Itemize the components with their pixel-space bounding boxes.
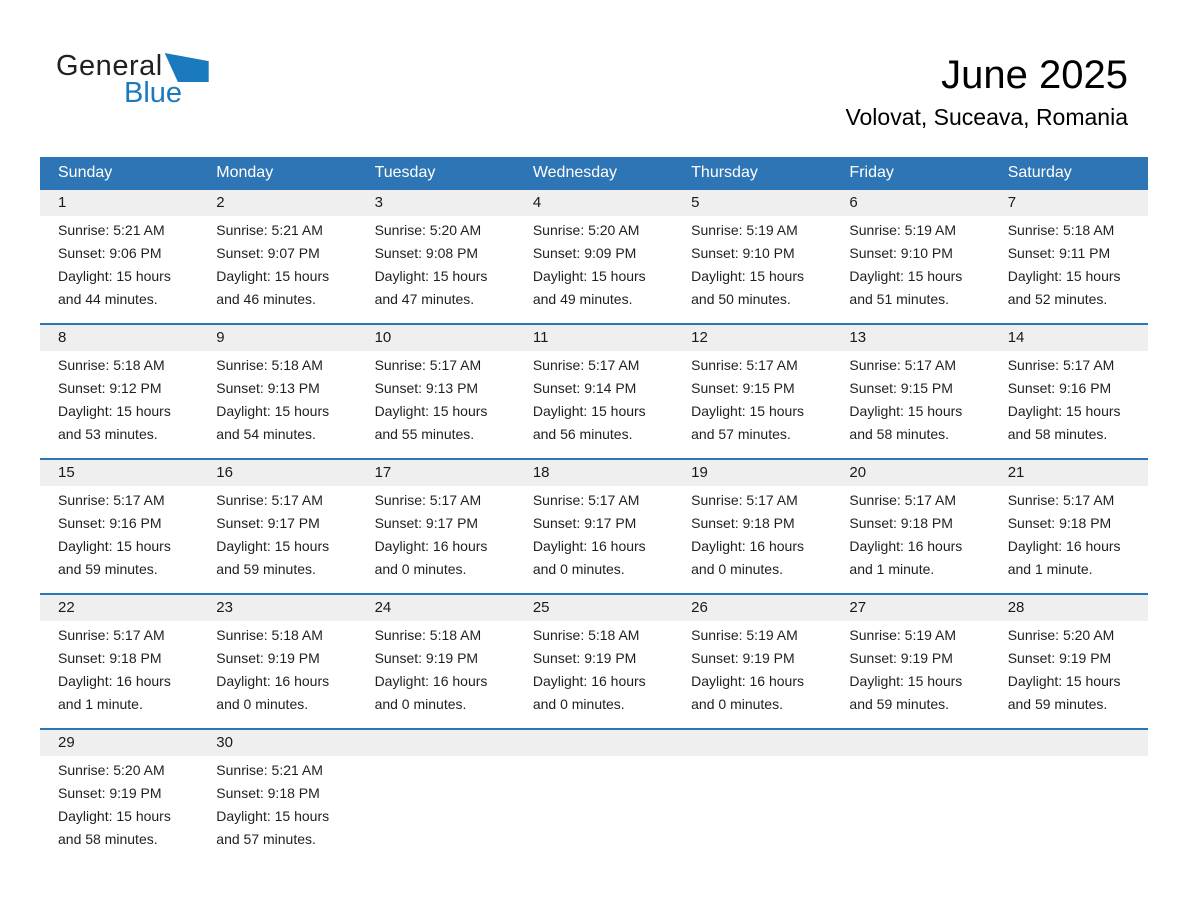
calendar-week-row bbox=[40, 458, 1148, 593]
day-number: 30 bbox=[198, 730, 356, 756]
day-details bbox=[40, 621, 198, 716]
day-number: 28 bbox=[990, 595, 1148, 621]
daylight-text: Daylight: 15 hours and 46 minutes. bbox=[216, 268, 330, 307]
sunrise-text: Sunrise: 5:17 AM bbox=[374, 492, 482, 508]
calendar-week-row bbox=[40, 188, 1148, 323]
sunrise-text: Sunrise: 5:19 AM bbox=[691, 222, 798, 238]
day-number: 18 bbox=[515, 460, 673, 486]
daylight-text: Daylight: 15 hours and 59 minutes. bbox=[58, 538, 171, 577]
daylight-text: Daylight: 15 hours and 58 minutes. bbox=[1007, 403, 1121, 442]
day-details bbox=[673, 486, 831, 581]
day-details bbox=[357, 351, 515, 446]
sunset-text: Sunset: 9:10 PM bbox=[849, 245, 953, 261]
day-details bbox=[198, 216, 356, 311]
day-number: 22 bbox=[40, 595, 198, 621]
day-details bbox=[990, 351, 1148, 446]
day-details bbox=[198, 621, 356, 716]
sunset-text: Sunset: 9:13 PM bbox=[216, 380, 320, 396]
calendar-day-cell bbox=[198, 190, 356, 323]
sunrise-text: Sunrise: 5:17 AM bbox=[532, 492, 640, 508]
day-details bbox=[198, 756, 356, 851]
calendar-day-cell bbox=[673, 190, 831, 323]
page-subtitle: Volovat, Suceava, Romania bbox=[845, 104, 1128, 130]
sunset-text: Sunset: 9:16 PM bbox=[58, 515, 162, 531]
day-details bbox=[673, 216, 831, 311]
daylight-text: Daylight: 15 hours and 58 minutes. bbox=[58, 808, 171, 847]
sunset-text: Sunset: 9:18 PM bbox=[58, 650, 162, 666]
day-details bbox=[673, 351, 831, 446]
calendar-empty-cell bbox=[831, 730, 989, 863]
day-details bbox=[40, 756, 198, 851]
calendar-week-row bbox=[40, 323, 1148, 458]
calendar-empty-cell bbox=[673, 730, 831, 863]
day-number: 2 bbox=[198, 190, 356, 216]
day-number: 6 bbox=[831, 190, 989, 216]
daylight-text: Daylight: 15 hours and 55 minutes. bbox=[374, 403, 488, 442]
day-details bbox=[357, 216, 515, 311]
sunset-text: Sunset: 9:15 PM bbox=[849, 380, 953, 396]
sunset-text: Sunset: 9:07 PM bbox=[216, 245, 320, 261]
calendar-day-cell bbox=[990, 595, 1148, 728]
daylight-text: Daylight: 16 hours and 0 minutes. bbox=[374, 538, 488, 577]
weekday-label-monday: Monday bbox=[216, 164, 274, 181]
day-number: 15 bbox=[40, 460, 198, 486]
calendar-day-cell bbox=[515, 595, 673, 728]
sunset-text: Sunset: 9:18 PM bbox=[216, 785, 320, 801]
logo-text-general: General bbox=[56, 50, 163, 82]
sunrise-text: Sunrise: 5:17 AM bbox=[1007, 492, 1115, 508]
calendar-day-cell bbox=[357, 595, 515, 728]
calendar-day-cell bbox=[673, 325, 831, 458]
sunrise-text: Sunrise: 5:18 AM bbox=[532, 627, 640, 643]
daylight-text: Daylight: 16 hours and 0 minutes. bbox=[532, 538, 646, 577]
calendar-day-cell bbox=[990, 460, 1148, 593]
sunset-text: Sunset: 9:19 PM bbox=[374, 650, 479, 666]
sunset-text: Sunset: 9:17 PM bbox=[216, 515, 320, 531]
sunset-text: Sunset: 9:08 PM bbox=[374, 245, 479, 261]
sunset-text: Sunset: 9:17 PM bbox=[374, 515, 479, 531]
daylight-text: Daylight: 15 hours and 47 minutes. bbox=[374, 268, 488, 307]
general-blue-logo bbox=[40, 52, 209, 108]
sunset-text: Sunset: 9:16 PM bbox=[1007, 380, 1112, 396]
daylight-text: Daylight: 16 hours and 1 minute. bbox=[58, 673, 171, 712]
daylight-text: Daylight: 15 hours and 59 minutes. bbox=[1007, 673, 1121, 712]
daylight-text: Daylight: 15 hours and 54 minutes. bbox=[216, 403, 330, 442]
calendar-empty-cell bbox=[990, 730, 1148, 863]
sunrise-text: Sunrise: 5:18 AM bbox=[1007, 222, 1115, 238]
calendar-day-cell bbox=[673, 460, 831, 593]
weekday-label-friday: Friday bbox=[849, 164, 894, 181]
daylight-text: Daylight: 15 hours and 56 minutes. bbox=[532, 403, 646, 442]
sunrise-text: Sunrise: 5:19 AM bbox=[691, 627, 798, 643]
sunrise-text: Sunrise: 5:20 AM bbox=[532, 222, 640, 238]
sunrise-text: Sunrise: 5:17 AM bbox=[691, 357, 798, 373]
calendar-day-cell bbox=[831, 325, 989, 458]
day-number: 1 bbox=[40, 190, 198, 216]
day-details bbox=[831, 621, 989, 716]
calendar-empty-cell bbox=[357, 730, 515, 863]
daylight-text: Daylight: 15 hours and 59 minutes. bbox=[216, 538, 330, 577]
calendar-day-cell bbox=[515, 460, 673, 593]
sunrise-text: Sunrise: 5:17 AM bbox=[58, 492, 165, 508]
daylight-text: Daylight: 16 hours and 1 minute. bbox=[1007, 538, 1121, 577]
title-block bbox=[845, 52, 1148, 131]
day-details bbox=[515, 621, 673, 716]
daylight-text: Daylight: 15 hours and 52 minutes. bbox=[1007, 268, 1121, 307]
sunset-text: Sunset: 9:19 PM bbox=[1007, 650, 1112, 666]
day-number bbox=[357, 730, 515, 756]
sunset-text: Sunset: 9:14 PM bbox=[532, 380, 637, 396]
day-details bbox=[990, 216, 1148, 311]
day-number: 3 bbox=[357, 190, 515, 216]
daylight-text: Daylight: 16 hours and 0 minutes. bbox=[532, 673, 646, 712]
daylight-text: Daylight: 15 hours and 51 minutes. bbox=[849, 268, 963, 307]
calendar-table bbox=[40, 157, 1148, 863]
calendar-day-cell bbox=[40, 595, 198, 728]
sunset-text: Sunset: 9:10 PM bbox=[691, 245, 795, 261]
sunrise-text: Sunrise: 5:17 AM bbox=[58, 627, 165, 643]
daylight-text: Daylight: 16 hours and 0 minutes. bbox=[691, 673, 804, 712]
calendar-day-cell bbox=[515, 190, 673, 323]
calendar-week-row bbox=[40, 593, 1148, 728]
sunrise-text: Sunrise: 5:17 AM bbox=[374, 357, 482, 373]
day-details bbox=[990, 486, 1148, 581]
calendar-week-row bbox=[40, 728, 1148, 863]
day-details bbox=[515, 351, 673, 446]
day-number: 19 bbox=[673, 460, 831, 486]
daylight-text: Daylight: 15 hours and 49 minutes. bbox=[532, 268, 646, 307]
calendar-weeks bbox=[40, 188, 1148, 863]
day-number: 27 bbox=[831, 595, 989, 621]
day-details bbox=[40, 351, 198, 446]
day-number: 24 bbox=[357, 595, 515, 621]
calendar-day-cell bbox=[40, 460, 198, 593]
sunrise-text: Sunrise: 5:20 AM bbox=[58, 762, 165, 778]
day-number bbox=[673, 730, 831, 756]
sunset-text: Sunset: 9:06 PM bbox=[58, 245, 162, 261]
daylight-text: Daylight: 15 hours and 59 minutes. bbox=[849, 673, 963, 712]
day-number: 11 bbox=[515, 325, 673, 351]
day-number: 8 bbox=[40, 325, 198, 351]
day-details bbox=[40, 486, 198, 581]
day-details bbox=[831, 216, 989, 311]
weekday-label-wednesday: Wednesday bbox=[532, 164, 618, 181]
sunrise-text: Sunrise: 5:19 AM bbox=[849, 222, 957, 238]
calendar-day-cell bbox=[357, 460, 515, 593]
page-title: June 2025 bbox=[941, 53, 1128, 97]
calendar-day-cell bbox=[40, 325, 198, 458]
sunrise-text: Sunrise: 5:21 AM bbox=[216, 222, 323, 238]
day-details bbox=[515, 486, 673, 581]
sunset-text: Sunset: 9:19 PM bbox=[691, 650, 795, 666]
sunset-text: Sunset: 9:18 PM bbox=[849, 515, 953, 531]
sunset-text: Sunset: 9:09 PM bbox=[532, 245, 637, 261]
calendar-day-cell bbox=[357, 190, 515, 323]
day-number bbox=[515, 730, 673, 756]
sunset-text: Sunset: 9:11 PM bbox=[1007, 245, 1111, 261]
calendar-day-cell bbox=[515, 325, 673, 458]
sunrise-text: Sunrise: 5:18 AM bbox=[216, 627, 323, 643]
day-number: 14 bbox=[990, 325, 1148, 351]
day-details bbox=[673, 621, 831, 716]
sunset-text: Sunset: 9:18 PM bbox=[1007, 515, 1112, 531]
sunrise-text: Sunrise: 5:17 AM bbox=[849, 357, 957, 373]
calendar-day-cell bbox=[673, 595, 831, 728]
calendar-day-cell bbox=[990, 325, 1148, 458]
sunrise-text: Sunrise: 5:19 AM bbox=[849, 627, 957, 643]
day-number: 16 bbox=[198, 460, 356, 486]
day-details bbox=[40, 216, 198, 311]
day-details bbox=[831, 486, 989, 581]
day-details bbox=[357, 486, 515, 581]
calendar-day-cell bbox=[990, 190, 1148, 323]
calendar-day-cell bbox=[831, 460, 989, 593]
calendar-day-cell bbox=[198, 595, 356, 728]
daylight-text: Daylight: 15 hours and 44 minutes. bbox=[58, 268, 171, 307]
page-header bbox=[0, 0, 1188, 157]
day-number: 12 bbox=[673, 325, 831, 351]
day-number: 21 bbox=[990, 460, 1148, 486]
sunrise-text: Sunrise: 5:21 AM bbox=[216, 762, 323, 778]
daylight-text: Daylight: 16 hours and 0 minutes. bbox=[216, 673, 330, 712]
sunrise-text: Sunrise: 5:18 AM bbox=[216, 357, 323, 373]
daylight-text: Daylight: 15 hours and 53 minutes. bbox=[58, 403, 171, 442]
sunrise-text: Sunrise: 5:21 AM bbox=[58, 222, 165, 238]
sunset-text: Sunset: 9:19 PM bbox=[532, 650, 637, 666]
sunrise-text: Sunrise: 5:18 AM bbox=[58, 357, 165, 373]
day-number: 13 bbox=[831, 325, 989, 351]
daylight-text: Daylight: 15 hours and 50 minutes. bbox=[691, 268, 804, 307]
sunrise-text: Sunrise: 5:18 AM bbox=[374, 627, 482, 643]
sunset-text: Sunset: 9:19 PM bbox=[849, 650, 953, 666]
weekday-label-tuesday: Tuesday bbox=[374, 164, 436, 181]
day-details bbox=[831, 351, 989, 446]
day-number bbox=[990, 730, 1148, 756]
calendar-empty-cell bbox=[515, 730, 673, 863]
day-number: 25 bbox=[515, 595, 673, 621]
sunset-text: Sunset: 9:17 PM bbox=[532, 515, 637, 531]
day-details bbox=[990, 621, 1148, 716]
sunset-text: Sunset: 9:13 PM bbox=[374, 380, 479, 396]
day-number: 26 bbox=[673, 595, 831, 621]
daylight-text: Daylight: 15 hours and 58 minutes. bbox=[849, 403, 963, 442]
calendar-day-cell bbox=[40, 730, 198, 863]
day-number: 29 bbox=[40, 730, 198, 756]
weekday-label-thursday: Thursday bbox=[691, 164, 758, 181]
day-number: 5 bbox=[673, 190, 831, 216]
daylight-text: Daylight: 16 hours and 0 minutes. bbox=[691, 538, 804, 577]
weekday-label-sunday: Sunday bbox=[58, 164, 113, 181]
day-number: 10 bbox=[357, 325, 515, 351]
sunrise-text: Sunrise: 5:20 AM bbox=[374, 222, 482, 238]
sunrise-text: Sunrise: 5:17 AM bbox=[216, 492, 323, 508]
day-details bbox=[515, 216, 673, 311]
sunset-text: Sunset: 9:12 PM bbox=[58, 380, 162, 396]
sunset-text: Sunset: 9:19 PM bbox=[216, 650, 320, 666]
day-number: 4 bbox=[515, 190, 673, 216]
day-details bbox=[357, 621, 515, 716]
sunrise-text: Sunrise: 5:17 AM bbox=[849, 492, 957, 508]
day-number bbox=[831, 730, 989, 756]
day-number: 23 bbox=[198, 595, 356, 621]
sunset-text: Sunset: 9:19 PM bbox=[58, 785, 162, 801]
calendar-day-cell bbox=[198, 325, 356, 458]
sunset-text: Sunset: 9:18 PM bbox=[691, 515, 795, 531]
day-number: 20 bbox=[831, 460, 989, 486]
calendar-day-cell bbox=[831, 595, 989, 728]
sunrise-text: Sunrise: 5:17 AM bbox=[691, 492, 798, 508]
calendar-day-cell bbox=[357, 325, 515, 458]
day-number: 7 bbox=[990, 190, 1148, 216]
calendar-day-cell bbox=[198, 730, 356, 863]
sunset-text: Sunset: 9:15 PM bbox=[691, 380, 795, 396]
day-details bbox=[198, 351, 356, 446]
daylight-text: Daylight: 15 hours and 57 minutes. bbox=[216, 808, 330, 847]
calendar-day-cell bbox=[198, 460, 356, 593]
day-number: 17 bbox=[357, 460, 515, 486]
sunrise-text: Sunrise: 5:17 AM bbox=[1007, 357, 1115, 373]
sunrise-text: Sunrise: 5:17 AM bbox=[532, 357, 640, 373]
day-number: 9 bbox=[198, 325, 356, 351]
logo-text-blue: Blue bbox=[124, 77, 183, 109]
day-details bbox=[198, 486, 356, 581]
weekday-header-row bbox=[40, 157, 1148, 188]
weekday-label-saturday: Saturday bbox=[1007, 164, 1072, 181]
sunrise-text: Sunrise: 5:20 AM bbox=[1007, 627, 1115, 643]
calendar-day-cell bbox=[831, 190, 989, 323]
daylight-text: Daylight: 16 hours and 1 minute. bbox=[849, 538, 963, 577]
calendar-day-cell bbox=[40, 190, 198, 323]
daylight-text: Daylight: 15 hours and 57 minutes. bbox=[691, 403, 804, 442]
daylight-text: Daylight: 16 hours and 0 minutes. bbox=[374, 673, 488, 712]
